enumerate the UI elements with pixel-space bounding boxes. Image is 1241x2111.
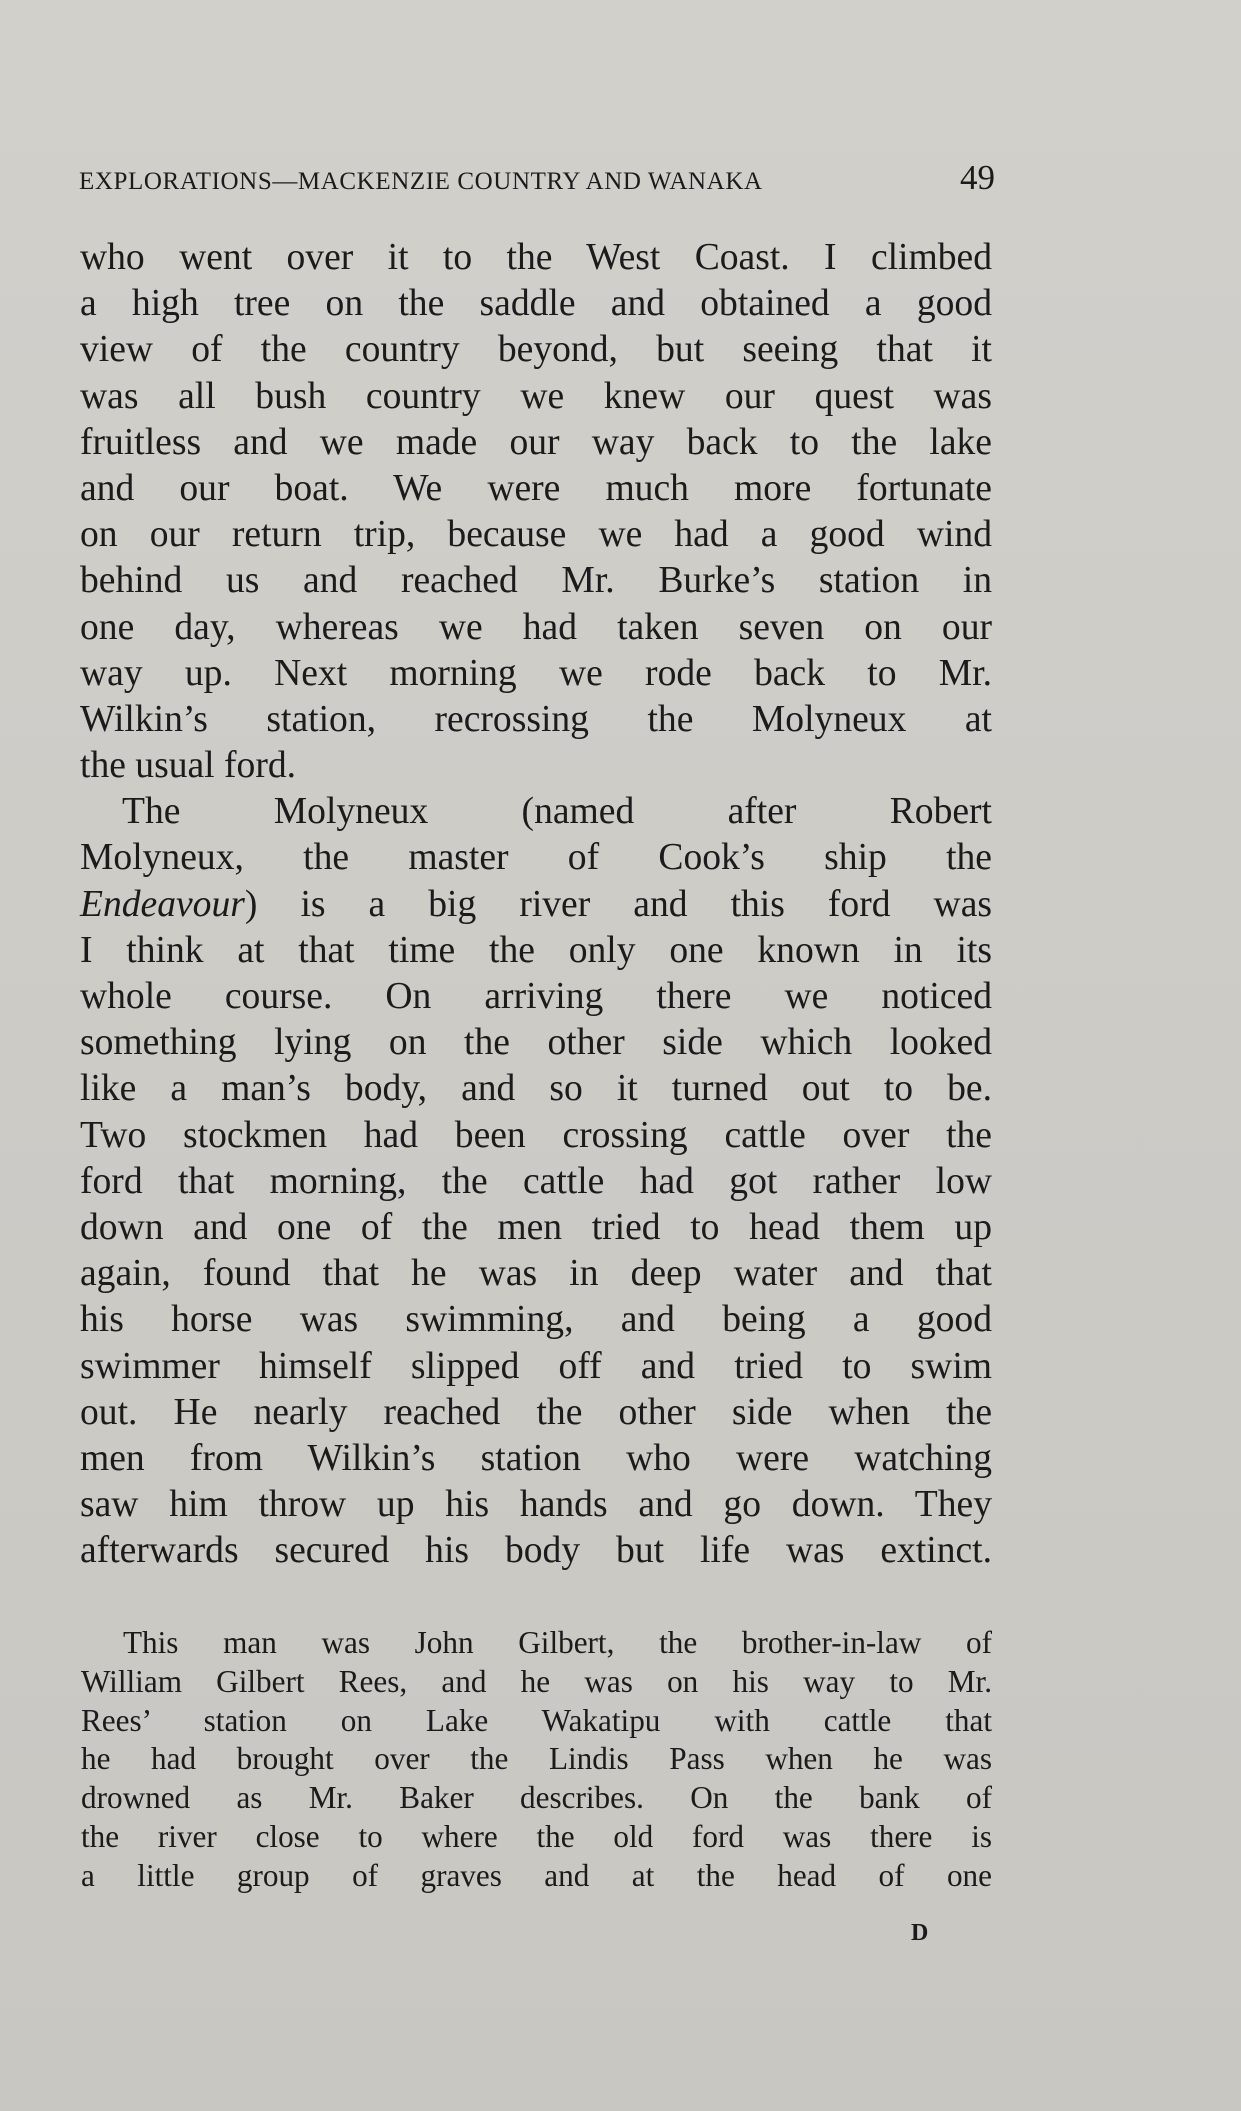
editor-note [81, 1624, 992, 1896]
text-line: was all bush country we knew our quest was [80, 375, 992, 417]
text-line: on our return trip, because we had a good wind [80, 514, 992, 556]
text-line: his horse was swimming, and being a good [80, 1299, 992, 1341]
note-line: the river close to where the old ford was there is [81, 1818, 992, 1854]
text-line: swimmer himself slipped off and tried to swim [80, 1345, 992, 1387]
text-line: I think at that time the only one known in its [80, 929, 992, 971]
note-line: William Gilbert Rees, and he was on his way to Mr. [81, 1663, 992, 1699]
paragraph-first-line: The Molyneux (named after Robert [122, 791, 992, 833]
note-first-line: This man was John Gilbert, the brother-in-law of [123, 1625, 992, 1660]
text-line: out. He nearly reached the other side when the [80, 1391, 992, 1433]
signature-mark: D [911, 1920, 929, 1946]
text-line: a high tree on the saddle and obtained a good [80, 283, 992, 325]
text-line: Molyneux, the master of Cook’s ship the [80, 837, 992, 879]
page-number: 49 [960, 158, 995, 197]
note-line: a little group of graves and at the head of one [81, 1857, 992, 1893]
text-line: behind us and reached Mr. Burke’s station in [80, 560, 992, 602]
text-line: ford that morning, the cattle had got rather low [80, 1160, 992, 1202]
text-line: something lying on the other side which looked [80, 1022, 992, 1064]
text-line: one day, whereas we had taken seven on our [80, 606, 992, 648]
text-line: whole course. On arriving there we noticed [80, 976, 992, 1017]
text-line: again, found that he was in deep water and that [80, 1253, 992, 1295]
text-line-rest: ) is a big river and this ford was [244, 883, 992, 925]
note-line: drowned as Mr. Baker describes. On the bank of [81, 1780, 992, 1816]
text-line [80, 882, 992, 928]
ship-name-italic: Endeavour [80, 883, 245, 925]
text-line: fruitless and we made our way back to the lake [80, 421, 992, 463]
text-line: saw him throw up his hands and go down. They [80, 1484, 992, 1526]
text-line: and our boat. We were much more fortunate [80, 467, 992, 509]
note-line: Rees’ station on Lake Wakatipu with cattle that [81, 1702, 992, 1738]
text-line: men from Wilkin’s station who were watching [80, 1437, 992, 1479]
text-line: way up. Next morning we rode back to Mr. [80, 652, 992, 694]
running-title: EXPLORATIONS—MACKENZIE COUNTRY AND WANAKA [79, 168, 763, 195]
body-text [80, 235, 992, 1574]
text-line: afterwards secured his body but life was extinct. [80, 1530, 992, 1572]
text-line: Wilkin’s station, recrossing the Molyneux at [80, 698, 992, 740]
text-line: who went over it to the West Coast. I climbed [80, 237, 992, 278]
text-line: down and one of the men tried to head them up [80, 1206, 992, 1248]
running-header [79, 158, 995, 202]
note-line: he had brought over the Lindis Pass when he was [81, 1741, 992, 1777]
text-line: Two stockmen had been crossing cattle over the [80, 1114, 992, 1156]
text-line: like a man’s body, and so it turned out to be. [80, 1068, 992, 1110]
text-line: view of the country beyond, but seeing that it [80, 329, 992, 371]
text-line: the usual ford. [80, 745, 297, 787]
